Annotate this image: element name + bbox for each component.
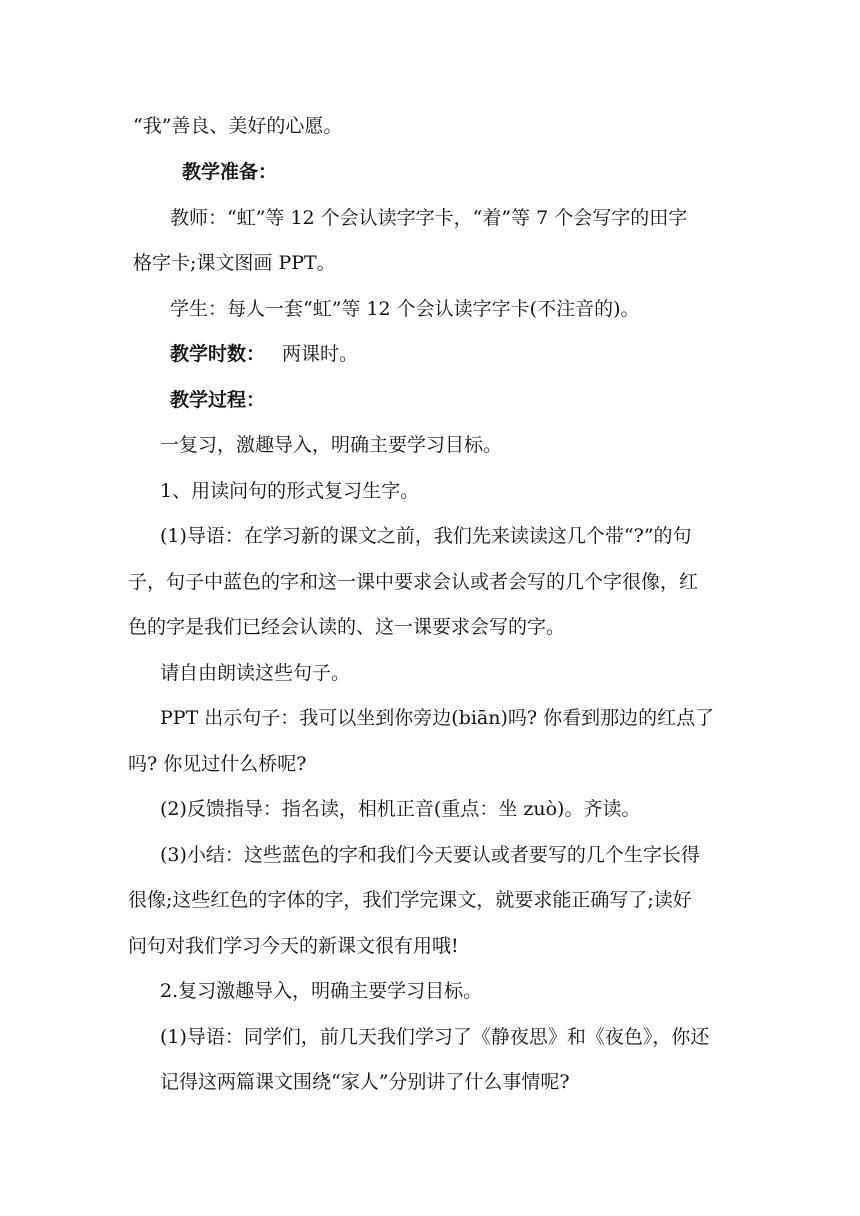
paragraph-line: 2.复习激趣导入，明确主要学习目标。 [160,980,483,1002]
paragraph-line: (2)反馈指导：指名读，相机正音(重点：坐 zuò)。齐读。 [160,798,641,820]
hours-value: 两课时。 [282,343,359,365]
paragraph-line: “我”善良、美好的心愿。 [133,115,343,137]
paragraph-line: 格字卡;课文图画 PPT。 [133,252,336,274]
paragraph-line: (3)小结：这些蓝色的字和我们今天要认或者要写的几个生字长得 [160,844,700,866]
section-heading-hours: 教学时数： [170,343,266,365]
paragraph-line: 子，句子中蓝色的字和这一课中要求会认或者会写的几个字很像，红 [128,571,699,593]
section-heading-process: 教学过程： [170,389,266,411]
paragraph-line: 1、用读问句的形式复习生字。 [160,480,420,502]
paragraph-line: 问句对我们学习今天的新课文很有用哦! [128,935,459,957]
paragraph-line: 记得这两篇课文围绕“家人”分别讲了什么事情呢? [160,1071,570,1093]
section-heading-preparation: 教学准备： [182,161,278,183]
paragraph-line: 一复习，激趣导入，明确主要学习目标。 [160,434,503,456]
paragraph-line: 学生：每人一套“虹”等 12 个会认读字字卡(不注音的)。 [170,298,640,320]
paragraph-line: 很像;这些红色的字体的字，我们学完课文，就要求能正确写了;读好 [128,889,692,911]
paragraph-line: PPT 出示句子：我可以坐到你旁边(biān)吗? 你看到那边的红点了 [160,707,715,729]
paragraph-line: 吗? 你见过什么桥呢? [128,753,307,775]
paragraph-line: (1)导语：在学习新的课文之前，我们先来读读这几个带“?”的句 [160,525,692,547]
paragraph-line: (1)导语：同学们，前几天我们学习了《静夜思》和《夜色》，你还 [160,1026,710,1048]
paragraph-line: 请自由朗读这些句子。 [160,662,351,684]
paragraph-line: 色的字是我们已经会认读的、这一课要求会写的字。 [128,616,566,638]
paragraph-line: 教师：“虹”等 12 个会认读字字卡，“着”等 7 个会写字的田字 [170,207,688,229]
